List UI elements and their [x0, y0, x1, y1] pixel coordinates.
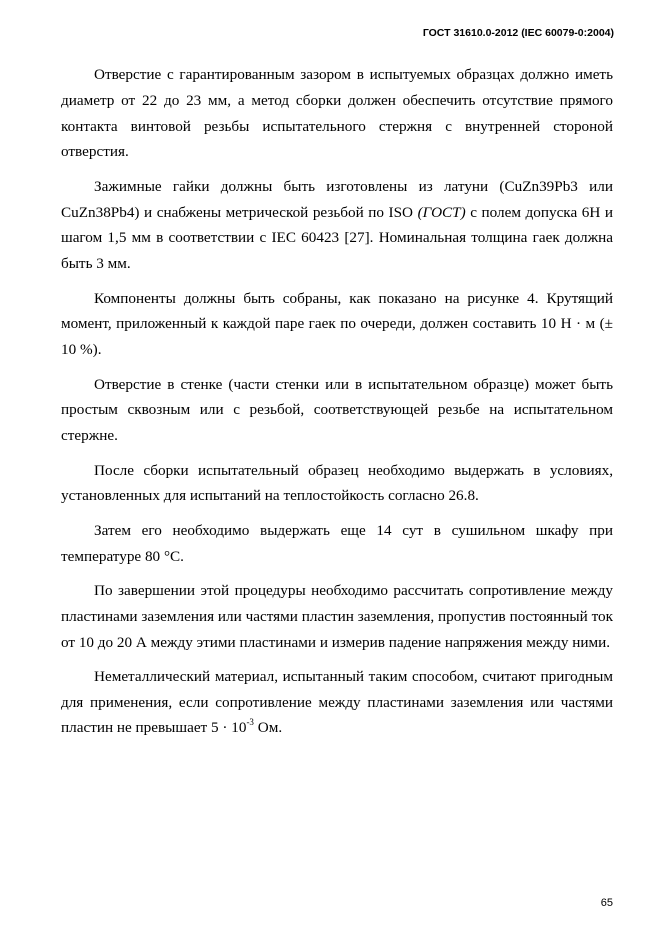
body-text — [61, 62, 613, 750]
paragraph-clamping-nuts-part-1: Зажимные гайки должны быть изготовлены из латуни (CuZn39Pb3 или CuZn38Pb4) и снабжены метрической резьбой по ISO — [61, 177, 613, 221]
paragraph-clearance-hole: Отверстие с гарантированным зазором в испытуемых образцах должно иметь диаметр от 22 до 23 мм, а метод сборки должен обеспечить отсутствие прямого контакта винтовой резьбы испытательного стержня с внутренней стороной отверстия. — [61, 66, 613, 161]
paragraph-clamping-nuts-part-2: с полем допуска 6H и шагом 1,5 мм в соответствии с IEC 60423 [27]. Номинальная толщина гаек должна быть 3 мм. — [61, 203, 613, 273]
paragraph-resistance-calculation: По завершении этой процедуры необходимо рассчитать сопротивление между пластинами заземления или частями пластин заземления, пропустив постоянный ток от 10 до 20 А между этими пластинами и измерив падение напряжения между ними. — [61, 581, 613, 651]
standard-header: ГОСТ 31610.0-2012 (IEC 60079-0:2004) — [422, 27, 614, 39]
paragraph-torque: Компоненты должны быть собраны, как показано на рисунке 4. Крутящий момент, приложенный к каждой паре гаек по очереди, должен составить 10 Н · м (± 10 %). — [61, 289, 613, 359]
page-number: 65 — [600, 897, 613, 909]
paragraph-drying-oven: Затем его необходимо выдержать еще 14 сут в сушильном шкафу при температуре 80 °С. — [61, 521, 613, 565]
paragraph-conditioning: После сборки испытательный образец необходимо выдержать в условиях, установленных для испытаний на теплостойкость согласно 26.8. — [61, 461, 613, 505]
gost-italic-reference: (ГОСТ) — [417, 203, 466, 221]
paragraph-clamping-nuts — [61, 174, 613, 277]
paragraph-acceptance-criterion-part-2: Ом. — [253, 719, 283, 737]
paragraph-wall-hole: Отверстие в стенке (части стенки или в испытательном образце) может быть простым сквозным или с резьбой, соответствующей резьбе на испытательном стержне. — [61, 375, 613, 445]
paragraph-acceptance-criterion — [61, 664, 613, 741]
exponent-superscript: -3 — [246, 717, 254, 728]
paragraph-acceptance-criterion-part-1: Неметаллический материал, испытанный таким способом, считают пригодным для применения, если сопротивление между пластинами заземления или частями пластин не превышает 5 · 10 — [61, 667, 613, 737]
